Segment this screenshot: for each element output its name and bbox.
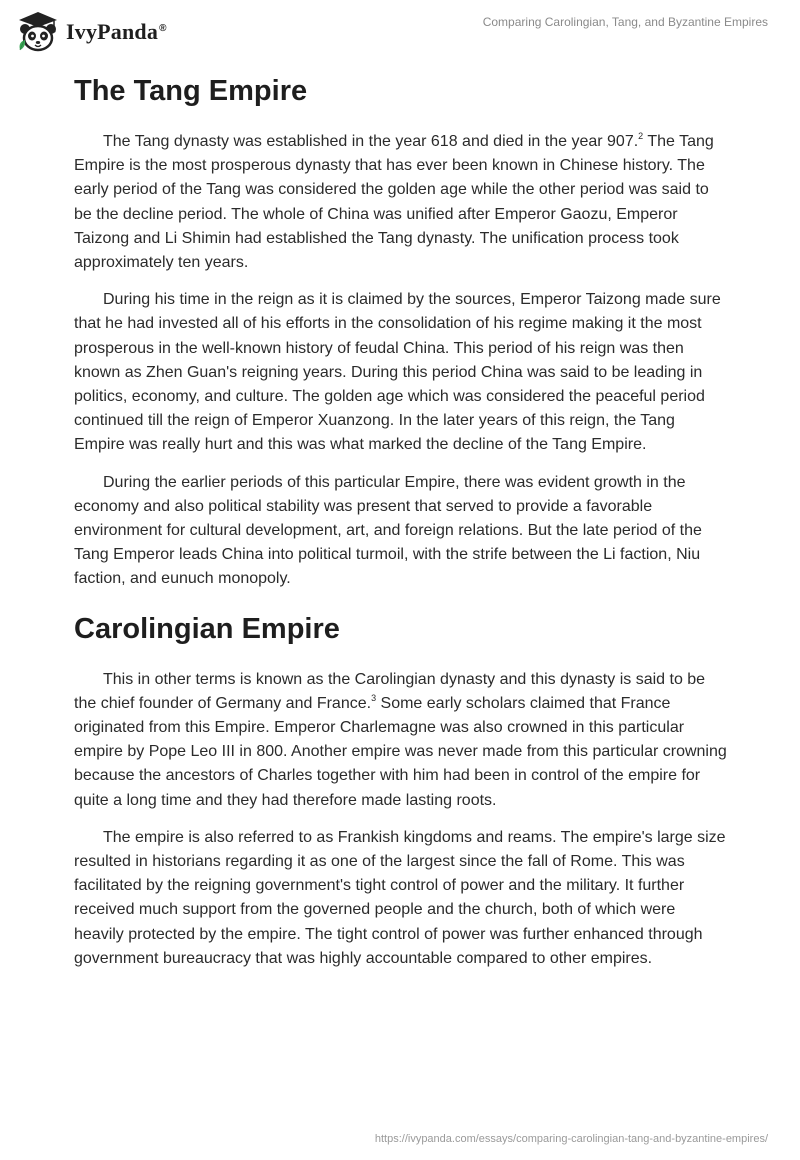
paragraph: The empire is also referred to as Frankish kingdoms and reams. The empire's large size resulted in historians regarding it as one of the largest since the fall of Rome. This was facilitated by the reigning government's tight control of power and the military. It further received much support from the governed people and the church, both of which were heavily protected by the empire. The tight control of power was further enhanced through government bureaucracy that was highly accountable compared to other empires. bbox=[74, 828, 726, 967]
source-url[interactable]: https://ivypanda.com/essays/comparing-carolingian-tang-and-byzantine-empires/ bbox=[374, 1133, 768, 1145]
document-title: Comparing Carolingian, Tang, and Byzantine Empires bbox=[482, 15, 768, 29]
footnote-marker[interactable]: 2 bbox=[638, 130, 644, 141]
panda-graduate-icon bbox=[16, 10, 60, 54]
paragraph: The Tang dynasty was established in the year 618 and died in the year 907.$^2$ The Tang Empire is the most prosperous dynasty that has ever been known in Chinese history. The early period of the Tang was considered the golden age while the other period was said to be the decline period. The whole of China was unified after Emperor Gaozu, Emperor Taizong and Li Shimin had established the Tang dynasty. The unification process took approximately ten years. bbox=[74, 130, 714, 272]
footnote-marker[interactable]: 3 bbox=[371, 692, 377, 703]
paragraph: This in other terms is known as the Carolingian dynasty and this dynasty is said to be the chief founder of Germany and France.$^3$ Some early scholars claimed that France originated from this Empire. Emperor Charlemagne was also crowned in this particular empire by Pope Leo III in 800. Another empire was never made from this particular crowning because the ancestors of Charles together with him had been in control of the empire for quite a long time and they had therefore made lasting roots. bbox=[74, 670, 727, 809]
logo-wordmark: IvyPanda® bbox=[66, 19, 167, 44]
paragraph: During his time in the reign as it is claimed by the sources, Emperor Taizong made sure that he had invested all of his efforts in the consolidation of his regime making it the most prosperous in the well-known history of feudal China. This period of his reign was then known as Zhen Guan's reigning years. During this period China was said to be leading in politics, economy, and culture. The golden age which was considered the peaceful period continued till the reign of Emperor Xuanzong. In the later years of this reign, the Tang Empire was really hurt and this was what marked the decline of the Tang Empire. bbox=[74, 291, 721, 454]
ivypanda-logo[interactable] bbox=[16, 10, 167, 54]
paragraph: During the earlier periods of this particular Empire, there was evident growth in the economy and also political stability was present that served to provide a favorable environment for cultural development, art, and foreign relations. But the late period of the Tang Emperor leads China into political turmoil, with the strife between the Li faction, Niu faction, and eunuch monopoly. bbox=[74, 473, 702, 588]
registered-mark: ® bbox=[159, 22, 167, 34]
page-header bbox=[0, 0, 800, 60]
section-heading-carolingian: Carolingian Empire bbox=[74, 612, 340, 645]
essay-body bbox=[74, 68, 729, 971]
section-heading-tang: The Tang Empire bbox=[74, 75, 308, 107]
